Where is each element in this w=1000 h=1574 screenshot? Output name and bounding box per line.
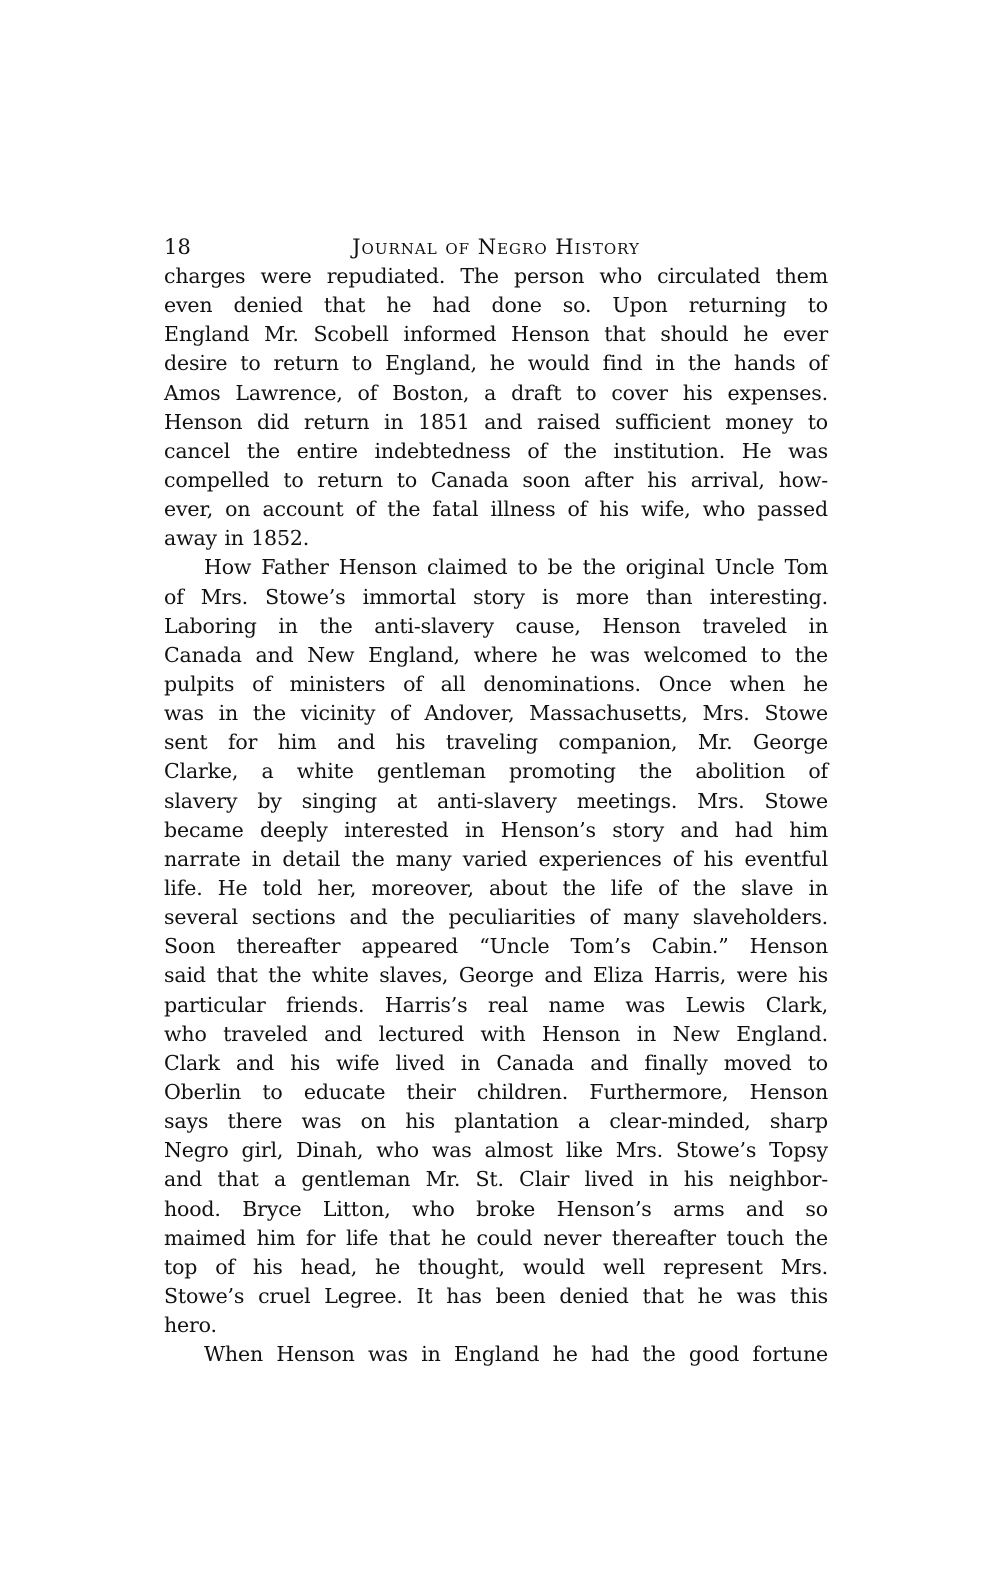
running-title: Journal of Negro History [352,235,640,259]
text-line: compelled to return to Canada soon after his arrival, how- [164,467,828,492]
text-line: maimed him for life that he could never thereafter touch the [164,1225,828,1250]
text-line: of Mrs. Stowe’s immortal story is more than interesting. [164,584,828,609]
text-line: and that a gentleman Mr. St. Clair lived in his neighbor- [164,1167,828,1192]
text-line: Amos Lawrence, of Boston, a draft to cover his expenses. [164,380,828,405]
text-line: Soon thereafter appeared “Uncle Tom’s Cabin.” Henson [164,934,828,959]
text-line: When Henson was in England he had the good fortune [204,1342,828,1367]
body-text [164,262,828,1369]
text-line: said that the white slaves, George and Eliza Harris, were his [164,963,828,988]
text-line: became deeply interested in Henson’s story and had him [164,817,828,842]
text-line: England Mr. Scobell informed Henson that should he ever [164,322,828,347]
text-line: was in the vicinity of Andover, Massachusetts, Mrs. Stowe [164,701,828,726]
text-line: who traveled and lectured with Henson in New England. [164,1021,828,1046]
text-line: narrate in detail the many varied experiences of his eventful [164,846,828,871]
text-line: top of his head, he thought, would well represent Mrs. [164,1254,828,1279]
page-number: 18 [164,235,192,259]
text-line: several sections and the peculiarities of many slaveholders. [164,905,828,930]
text-line: life. He told her, moreover, about the life of the slave in [164,875,828,900]
text-line: sent for him and his traveling companion, Mr. George [164,730,828,755]
text-line: hero. [164,1313,217,1338]
text-line: particular friends. Harris’s real name was Lewis Clark, [164,992,828,1017]
text-line: How Father Henson claimed to be the original Uncle Tom [204,555,828,580]
text-line: Henson did return in 1851 and raised sufficient money to [164,409,828,434]
text-line: pulpits of ministers of all denominations. Once when he [164,671,828,696]
text-line: desire to return to England, he would find in the hands of [164,351,828,376]
text-line: Laboring in the anti-slavery cause, Henson traveled in [164,613,828,638]
text-line: Clark and his wife lived in Canada and finally moved to [164,1050,828,1075]
text-line: says there was on his plantation a clear-minded, sharp [164,1109,828,1134]
text-line: cancel the entire indebtedness of the institution. He was [164,438,828,463]
text-line: Clarke, a white gentleman promoting the abolition of [164,759,828,784]
text-line: Negro girl, Dinah, who was almost like Mrs. Stowe’s Topsy [164,1138,828,1163]
text-line: slavery by singing at anti-slavery meetings. Mrs. Stowe [164,788,828,813]
text-line: charges were repudiated. The person who circulated them [164,264,828,288]
page-header [164,232,828,262]
text-line: Stowe’s cruel Legree. It has been denied that he was this [164,1283,828,1308]
text-line: even denied that he had done so. Upon returning to [164,293,828,318]
text-line: ever, on account of the fatal illness of his wife, who passed [164,497,828,522]
text-line: Canada and New England, where he was welcomed to the [164,642,828,667]
text-line: Oberlin to educate their children. Furthermore, Henson [164,1079,828,1104]
text-line: away in 1852. [164,526,310,551]
text-line: hood. Bryce Litton, who broke Henson’s arms and so [164,1196,828,1221]
